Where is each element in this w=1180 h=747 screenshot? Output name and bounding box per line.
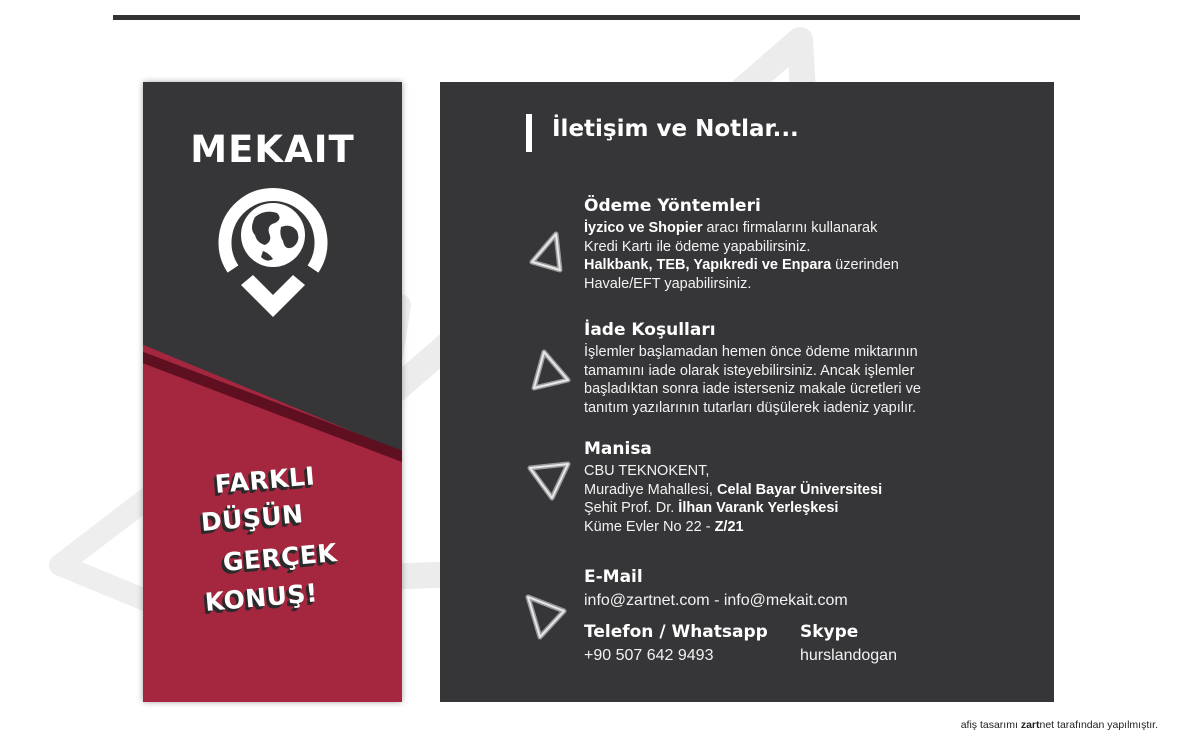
payment-line-1-text: aracı firmalarını kullanarak	[702, 220, 878, 236]
address-line-3	[584, 499, 882, 518]
payment-line-4: Havale/EFT yapabilirsiniz.	[584, 275, 752, 292]
address-heading: Manisa	[584, 439, 652, 459]
phone-section	[584, 621, 768, 667]
design-credit	[961, 719, 1158, 731]
slogan-line-3: GERÇEK	[221, 538, 339, 577]
credit-prefix: afiş tasarımı	[960, 719, 1021, 731]
credit-brand: zart	[1020, 719, 1040, 731]
phone-value[interactable]: +90 507 642 9493	[584, 647, 714, 664]
address-neighborhood: Muradiye Mahallesi,	[584, 481, 717, 498]
triangle-bullet-icon	[522, 589, 578, 645]
email-heading: E-Mail	[584, 567, 643, 587]
credit-brand-rest: net	[1039, 719, 1055, 731]
top-divider	[113, 15, 1080, 20]
refund-line-4: tanıtım yazılarının tutarları düşülerek iadeniz yapılır.	[584, 399, 917, 416]
brand-banner	[143, 82, 402, 702]
address-section	[584, 438, 882, 536]
refund-section	[584, 319, 921, 417]
email-value[interactable]: info@zartnet.com - info@mekait.com	[584, 592, 848, 609]
payment-heading: Ödeme Yöntemleri	[584, 196, 761, 216]
refund-heading: İade Koşulları	[584, 320, 716, 340]
triangle-bullet-icon	[524, 344, 580, 400]
refund-line-3: başladıktan sonra iade isterseniz makale ücretleri ve	[584, 381, 921, 397]
payment-line-3-text: üzerinden	[831, 257, 899, 273]
address-line-2	[584, 481, 882, 500]
triangle-bullet-icon	[524, 224, 580, 280]
address-building: Küme Evler No 22 -	[584, 518, 715, 535]
payment-banks: Halkbank, TEB, Yapıkredi ve Enpara	[584, 257, 832, 273]
skype-heading: Skype	[800, 622, 859, 642]
skype-value[interactable]: hurslandogan	[800, 647, 897, 664]
page-title: İletişim ve Notlar...	[552, 116, 799, 142]
triangle-bullet-icon	[524, 454, 580, 510]
refund-line-2: tamamını iade olarak isteyebilirsiniz. Ancak işlemler	[584, 362, 915, 379]
phone-heading: Telefon / Whatsapp	[584, 622, 768, 642]
slogan-line-1: FARKLI	[213, 461, 317, 499]
refund-line-1: İşlemler başlamadan hemen önce ödeme miktarının	[584, 344, 918, 360]
title-accent-bar	[526, 114, 532, 152]
brand-name: MEKAIT	[190, 128, 355, 171]
globe-pin-logo-icon	[207, 177, 339, 327]
slogan-line-4: KONUŞ!	[203, 578, 319, 617]
payment-section	[584, 195, 899, 293]
skype-section	[800, 621, 897, 667]
payment-providers: İyzico ve Shopier	[584, 220, 703, 236]
email-section	[584, 566, 848, 612]
address-university: Celal Bayar Üniversitesi	[716, 481, 883, 498]
slogan-line-2: DÜŞÜN	[199, 499, 305, 537]
address-campus-prefix: Şehit Prof. Dr.	[584, 500, 679, 516]
contact-panel	[440, 82, 1054, 702]
address-room: Z/21	[714, 518, 744, 535]
address-campus: İlhan Varank Yerleşkesi	[678, 500, 839, 516]
credit-suffix: tarafından yapılmıştır.	[1054, 719, 1158, 731]
address-line-1: CBU TEKNOKENT,	[584, 463, 710, 479]
payment-line-3	[584, 256, 899, 275]
payment-line-2: Kredi Kartı ile ödeme yapabilirsiniz.	[584, 238, 811, 255]
address-line-4	[584, 518, 882, 537]
payment-line-1	[584, 219, 899, 238]
